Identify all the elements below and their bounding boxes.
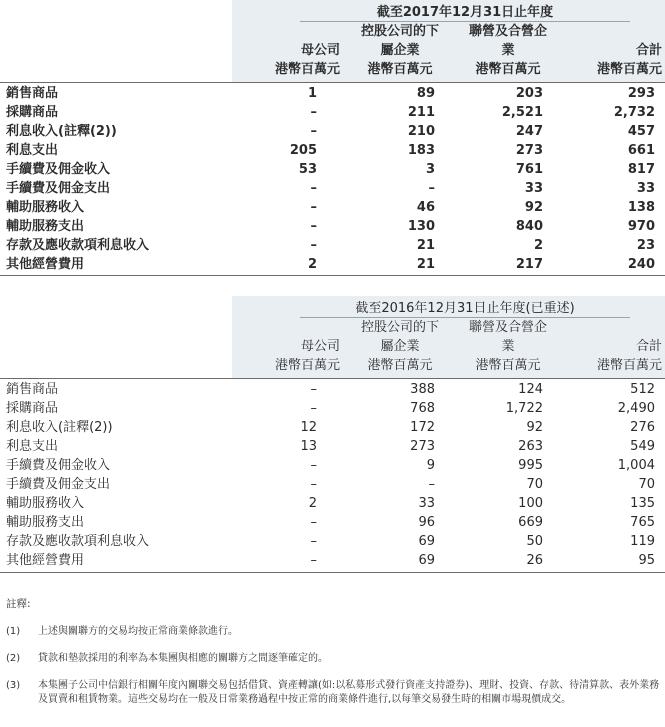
table-row — [0, 418, 665, 437]
cell-value: 33 — [636, 181, 655, 196]
table-row — [0, 141, 665, 160]
cell-value: 26 — [526, 553, 543, 568]
row-label: 存款及應收款項利息收入 — [6, 534, 150, 549]
table-row — [0, 198, 665, 217]
cell-value: – — [428, 181, 435, 196]
cell-value: 50 — [526, 534, 543, 549]
cell-value: 247 — [515, 124, 543, 139]
cell-value: – — [310, 515, 317, 530]
row-label: 輔助服務收入 — [6, 496, 85, 511]
row-label: 其他經營費用 — [6, 257, 85, 272]
table-row — [0, 437, 665, 456]
cell-value: 970 — [627, 219, 655, 234]
cell-value: 33 — [524, 181, 543, 196]
period-title: 截至2017年12月31日止年度 — [376, 5, 554, 20]
table-row — [0, 179, 665, 198]
table-row — [0, 456, 665, 475]
table-row — [0, 103, 665, 122]
cell-value: – — [310, 124, 317, 139]
cell-value: 100 — [518, 496, 543, 511]
cell-value: 273 — [410, 439, 435, 454]
cell-value: 96 — [418, 515, 435, 530]
cell-value: 457 — [627, 124, 655, 139]
header-bottom-line — [0, 82, 665, 83]
cell-value: 388 — [410, 382, 435, 397]
header-rule — [300, 21, 630, 22]
col-header-line2: 母公司 — [300, 43, 340, 58]
cell-value: – — [310, 534, 317, 549]
cell-value: 203 — [515, 86, 543, 101]
table-row — [0, 160, 665, 179]
row-label: 輔助服務支出 — [6, 219, 85, 234]
cell-value: 669 — [518, 515, 543, 530]
col-header-line2: 屬企業 — [380, 339, 420, 354]
cell-value: 70 — [638, 477, 655, 492]
col-header-line2: 屬企業 — [380, 43, 420, 58]
cell-value: – — [310, 238, 317, 253]
col-header-line1: 聯營及合營企 — [468, 320, 547, 335]
period-title: 截至2016年12月31日止年度(已重述) — [355, 301, 575, 316]
cell-value: 130 — [407, 219, 435, 234]
cell-value: 3 — [425, 162, 435, 177]
row-label: 其他經營費用 — [6, 553, 85, 568]
cell-value: – — [310, 200, 317, 215]
row-label: 採購商品 — [6, 105, 59, 120]
row-label: 利息支出 — [6, 439, 59, 454]
cell-value: 840 — [515, 219, 543, 234]
note-text: 本集團子公司中信銀行相關年度內關聯交易包括借貸、資產轉讓(如:以私募形式發行資產支持證券)、理財、投資、存款、待清算款、表外業務及買賣和租賃物業。這些交易均在一般及日常業務過程中按正常的商業條件進行,以每筆交易發生時的相關市場現價成交。 — [38, 680, 660, 705]
cell-value: – — [428, 477, 435, 492]
cell-value: 95 — [638, 553, 655, 568]
cell-value: 2 — [308, 496, 317, 511]
row-label: 採購商品 — [6, 401, 59, 416]
col-header-line1: 控股公司的下 — [360, 24, 439, 39]
note-number: (2) — [6, 653, 21, 664]
cell-value: – — [310, 401, 317, 416]
cell-value: 23 — [636, 238, 655, 253]
col-header-line2: 業 — [501, 339, 515, 354]
cell-value: 211 — [407, 105, 435, 120]
cell-value: 817 — [627, 162, 655, 177]
cell-value: – — [310, 382, 317, 397]
row-label: 銷售商品 — [6, 382, 59, 397]
table-row — [0, 217, 665, 236]
cell-value: 33 — [418, 496, 435, 511]
cell-value: – — [310, 105, 317, 120]
cell-value: 70 — [526, 477, 543, 492]
col-header-line1: 控股公司的下 — [360, 320, 439, 335]
cell-value: 172 — [410, 420, 435, 435]
col-header-line1: 聯營及合營企 — [468, 24, 547, 39]
col-header-line2: 母公司 — [300, 339, 340, 354]
table-row — [0, 551, 665, 570]
table-row — [0, 380, 665, 399]
note-text: 上述與關聯方的交易均按正常商業條款進行。 — [38, 626, 238, 637]
header-rule — [300, 317, 630, 318]
col-header-unit: 港幣百萬元 — [596, 358, 662, 373]
col-header-unit: 港幣百萬元 — [367, 62, 433, 77]
cell-value: 761 — [515, 162, 543, 177]
cell-value: 1 — [307, 86, 317, 101]
cell-value: 92 — [524, 200, 543, 215]
note-item — [6, 625, 661, 639]
cell-value: 9 — [426, 458, 435, 473]
header-bottom-line — [0, 378, 665, 379]
table-bottom-line — [0, 572, 665, 573]
cell-value: 92 — [526, 420, 543, 435]
cell-value: 1,004 — [617, 458, 655, 473]
cell-value: 119 — [630, 534, 655, 549]
col-header-line2: 合計 — [635, 43, 662, 58]
cell-value: 2 — [533, 238, 543, 253]
col-header-line2: 業 — [501, 43, 515, 58]
cell-value: 89 — [416, 86, 435, 101]
cell-value: 69 — [418, 534, 435, 549]
cell-value: 21 — [416, 257, 435, 272]
cell-value: 273 — [515, 143, 543, 158]
cell-value: 124 — [518, 382, 543, 397]
note-text: 貸款和墊款採用的利率為本集團與相應的關聯方之間逐筆確定的。 — [38, 653, 328, 664]
note-number: (3) — [6, 680, 21, 691]
col-header-line2: 合計 — [635, 339, 662, 354]
col-header-unit: 港幣百萬元 — [596, 62, 662, 77]
row-label: 輔助服務支出 — [6, 515, 85, 530]
table-row — [0, 236, 665, 255]
table-body — [0, 380, 665, 570]
col-header-unit: 港幣百萬元 — [475, 358, 541, 373]
table-row — [0, 399, 665, 418]
note-number: (1) — [6, 626, 21, 637]
cell-value: 276 — [630, 420, 655, 435]
row-label: 利息支出 — [6, 143, 59, 158]
row-label: 手續費及佣金收入 — [6, 458, 111, 473]
table-row — [0, 122, 665, 141]
cell-value: 217 — [515, 257, 543, 272]
row-label: 手續費及佣金支出 — [6, 477, 111, 492]
cell-value: – — [310, 181, 317, 196]
cell-value: 69 — [418, 553, 435, 568]
row-label: 利息收入(註釋(2)) — [6, 420, 113, 435]
cell-value: – — [310, 477, 317, 492]
col-header-unit: 港幣百萬元 — [475, 62, 541, 77]
cell-value: 53 — [298, 162, 317, 177]
cell-value: 138 — [627, 200, 655, 215]
notes-title: 註釋: — [6, 598, 31, 610]
table-row — [0, 475, 665, 494]
cell-value: 183 — [407, 143, 435, 158]
cell-value: 995 — [518, 458, 543, 473]
row-label: 輔助服務收入 — [6, 200, 85, 215]
table-row — [0, 513, 665, 532]
cell-value: 2 — [307, 257, 317, 272]
cell-value: 21 — [416, 238, 435, 253]
cell-value: 240 — [627, 257, 655, 272]
table-bottom-line — [0, 275, 665, 276]
cell-value: 765 — [630, 515, 655, 530]
cell-value: 293 — [627, 86, 655, 101]
row-label: 存款及應收款項利息收入 — [6, 238, 150, 253]
cell-value: 135 — [630, 496, 655, 511]
note-item — [6, 652, 661, 666]
cell-value: 661 — [627, 143, 655, 158]
cell-value: – — [310, 458, 317, 473]
table-row — [0, 84, 665, 103]
cell-value: 205 — [289, 143, 317, 158]
table-row — [0, 494, 665, 513]
cell-value: 2,521 — [501, 105, 543, 120]
row-label: 利息收入(註釋(2)) — [6, 124, 117, 139]
col-header-unit: 港幣百萬元 — [274, 358, 340, 373]
row-label: 手續費及佣金支出 — [6, 181, 111, 196]
cell-value: 2,490 — [617, 401, 655, 416]
cell-value: 512 — [630, 382, 655, 397]
cell-value: – — [310, 219, 317, 234]
cell-value: 1,722 — [505, 401, 543, 416]
cell-value: 768 — [410, 401, 435, 416]
table-body — [0, 84, 665, 274]
table-row — [0, 255, 665, 274]
col-header-unit: 港幣百萬元 — [274, 62, 340, 77]
row-label: 手續費及佣金收入 — [6, 162, 111, 177]
cell-value: 12 — [300, 420, 317, 435]
cell-value: 13 — [300, 439, 317, 454]
table-row — [0, 532, 665, 551]
cell-value: 549 — [630, 439, 655, 454]
note-item — [6, 679, 661, 707]
cell-value: 263 — [518, 439, 543, 454]
cell-value: – — [310, 553, 317, 568]
cell-value: 210 — [407, 124, 435, 139]
cell-value: 2,732 — [613, 105, 655, 120]
row-label: 銷售商品 — [6, 86, 59, 101]
notes — [6, 596, 661, 720]
cell-value: 46 — [416, 200, 435, 215]
col-header-unit: 港幣百萬元 — [367, 358, 433, 373]
